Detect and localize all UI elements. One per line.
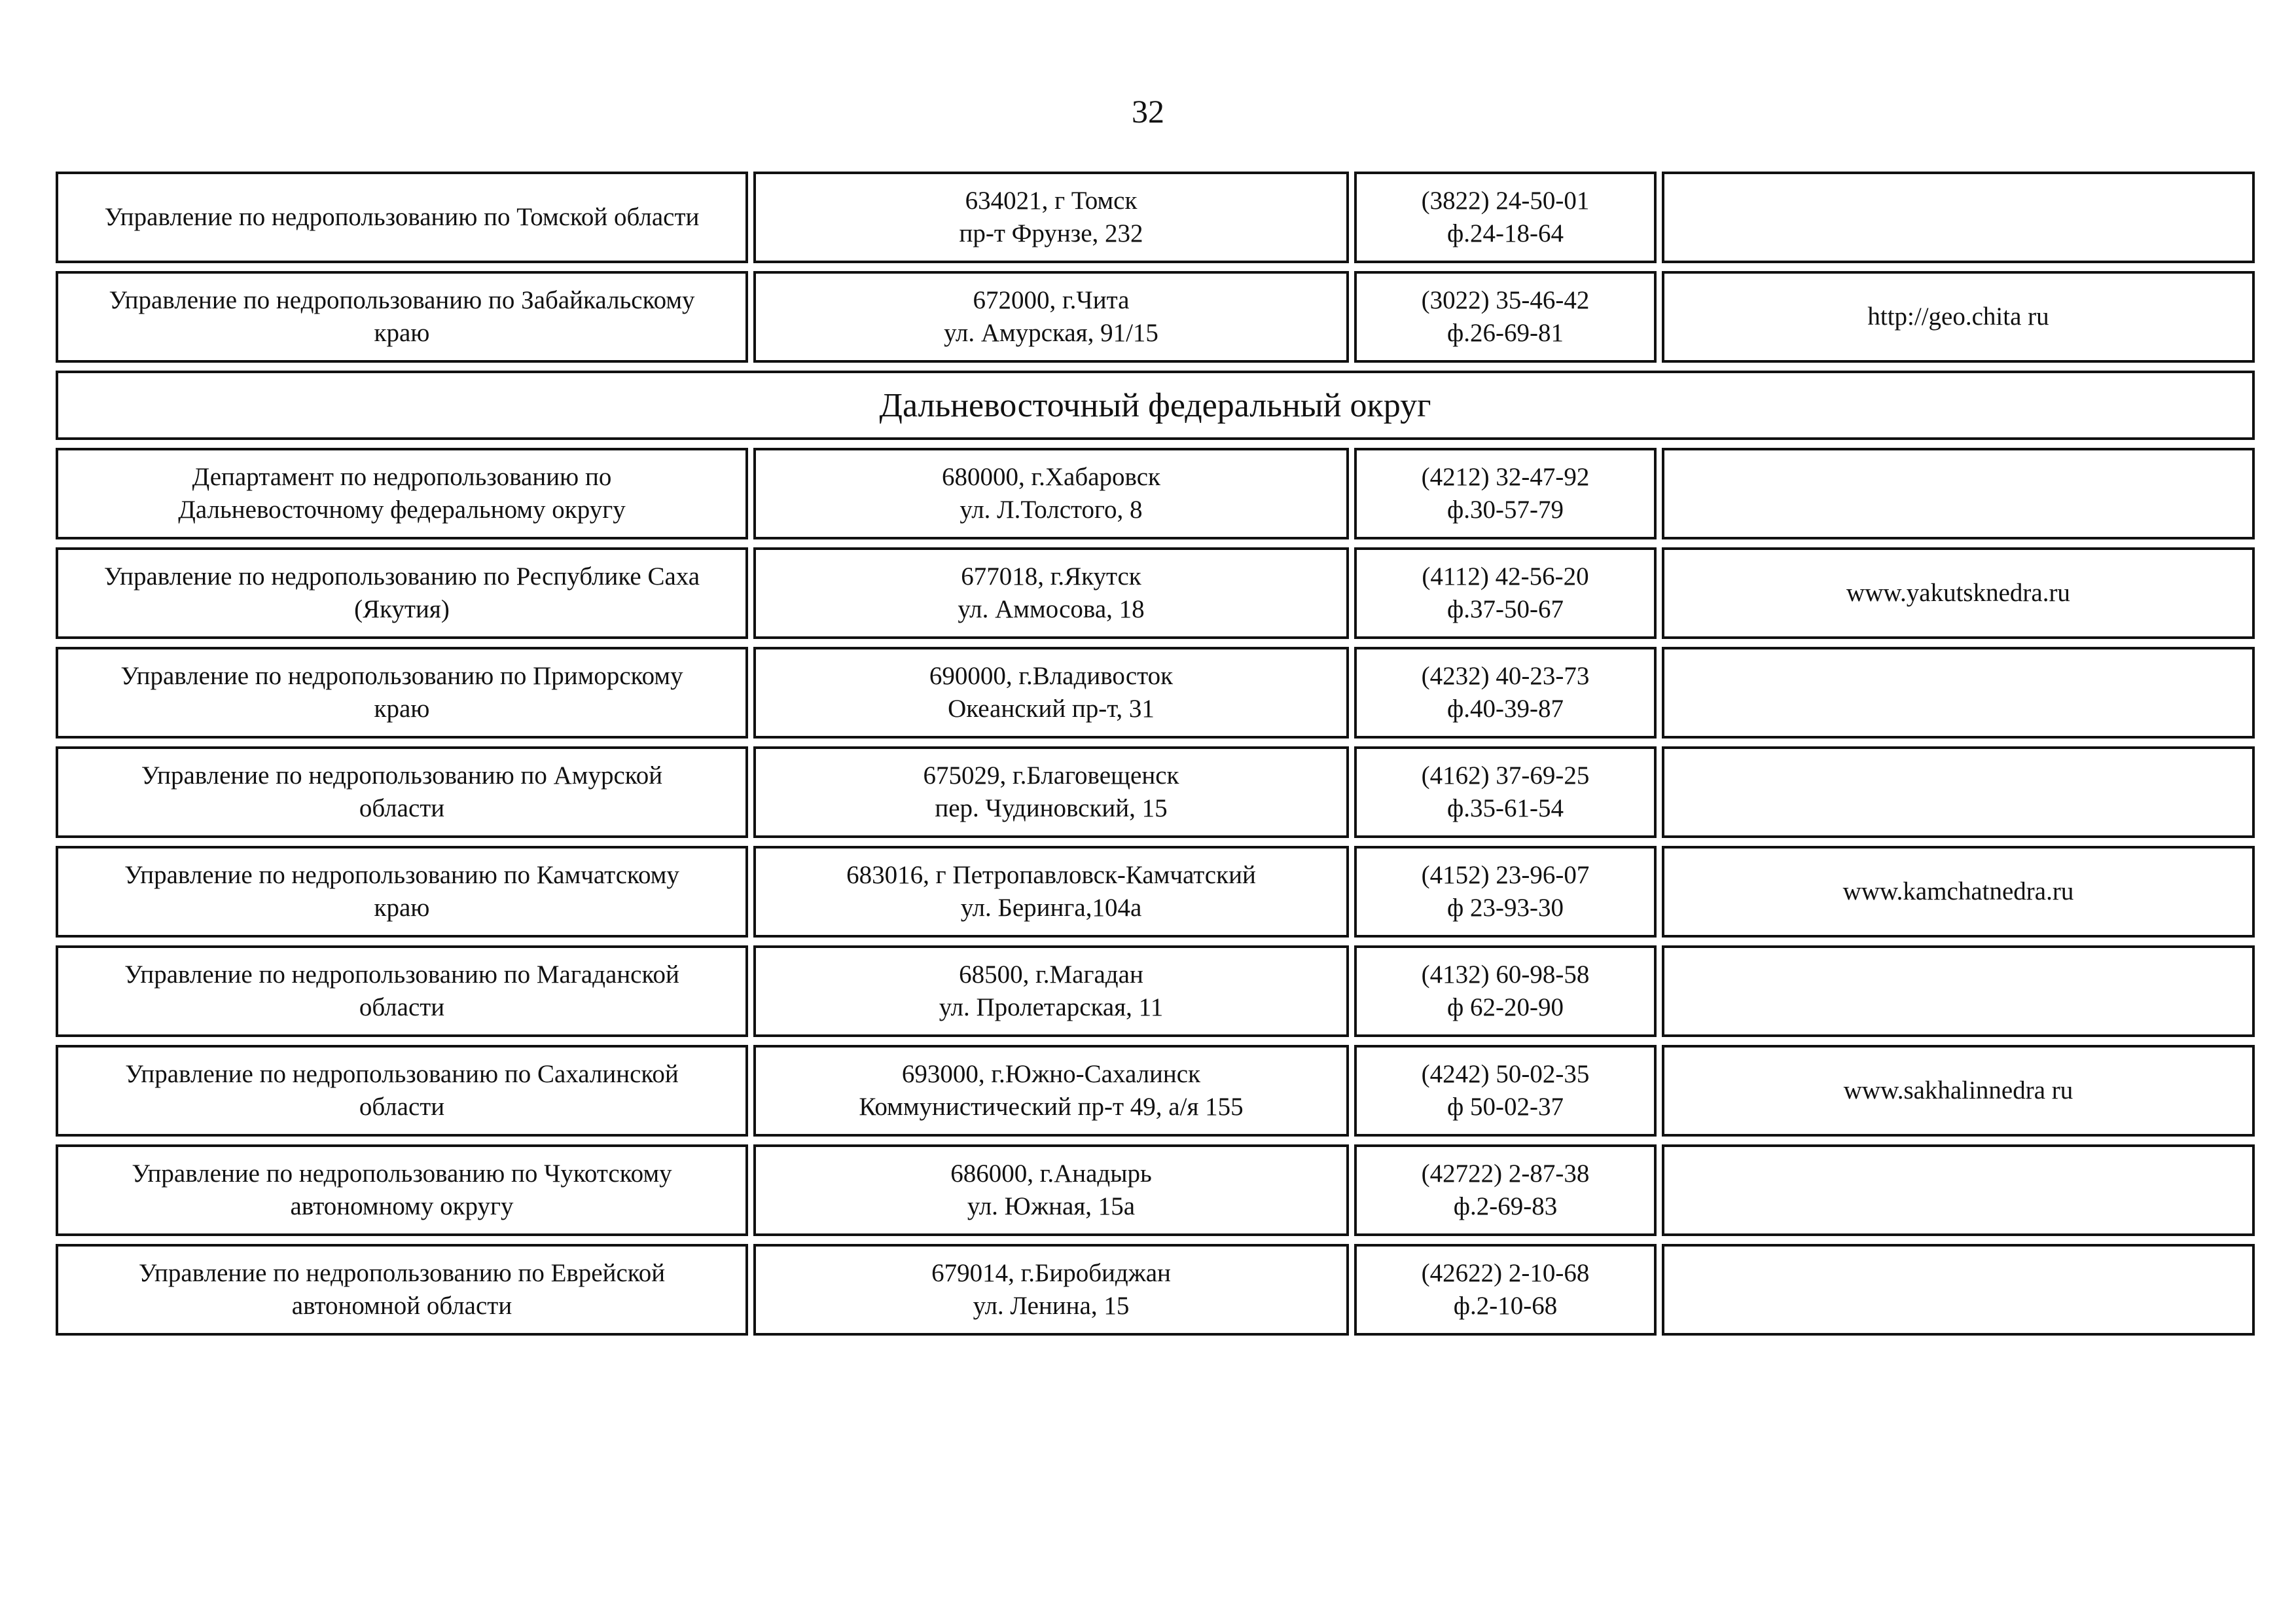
agency-name-cell: Управление по недропользованию по Магаданской области — [56, 945, 748, 1037]
phone-cell: (4162) 37-69-25 ф.35-61-54 — [1354, 746, 1657, 838]
website-cell — [1662, 945, 2255, 1037]
address-cell: 68500, г.Магадан ул. Пролетарская, 11 — [753, 945, 1349, 1037]
agency-name-cell: Управление по недропользованию по Приморскому краю — [56, 647, 748, 739]
table-row — [56, 647, 2255, 739]
phone-cell: (4132) 60-98-58 ф 62-20-90 — [1354, 945, 1657, 1037]
phone-cell: (4212) 32-47-92 ф.30-57-79 — [1354, 448, 1657, 539]
phone-cell: (3022) 35-46-42 ф.26-69-81 — [1354, 271, 1657, 363]
table-row — [56, 448, 2255, 539]
table-row — [56, 547, 2255, 639]
address-cell: 686000, г.Анадырь ул. Южная, 15а — [753, 1144, 1349, 1236]
phone-cell: (4152) 23-96-07 ф 23-93-30 — [1354, 846, 1657, 938]
table-row — [56, 945, 2255, 1037]
agency-name-cell: Управление по недропользованию по Сахалинской области — [56, 1045, 748, 1137]
agency-name-cell: Управление по недропользованию по Томской области — [56, 172, 748, 263]
table-row — [56, 172, 2255, 263]
website-cell — [1662, 1144, 2255, 1236]
address-cell: 675029, г.Благовещенск пер. Чудиновский, 15 — [753, 746, 1349, 838]
website-cell — [1662, 172, 2255, 263]
website-cell: www.sakhalinnedra ru — [1662, 1045, 2255, 1137]
address-cell: 693000, г.Южно-Сахалинск Коммунистический пр-т 49, а/я 155 — [753, 1045, 1349, 1137]
phone-cell: (4112) 42-56-20 ф.37-50-67 — [1354, 547, 1657, 639]
phone-cell: (42722) 2-87-38 ф.2-69-83 — [1354, 1144, 1657, 1236]
website-cell: www.yakutsknedra.ru — [1662, 547, 2255, 639]
agency-name-cell: Управление по недропользованию по Забайкальскому краю — [56, 271, 748, 363]
contacts-table — [56, 172, 2255, 1343]
agency-name-cell: Управление по недропользованию по Республике Саха (Якутия) — [56, 547, 748, 639]
agency-name-cell: Управление по недропользованию по Амурской области — [56, 746, 748, 838]
address-cell: 672000, г.Чита ул. Амурская, 91/15 — [753, 271, 1349, 363]
table-row — [56, 271, 2255, 363]
phone-cell: (4232) 40-23-73 ф.40-39-87 — [1354, 647, 1657, 739]
website-cell — [1662, 1244, 2255, 1336]
agency-name-cell: Управление по недропользованию по Еврейской автономной области — [56, 1244, 748, 1336]
website-cell — [1662, 647, 2255, 739]
website-cell: www.kamchatnedra.ru — [1662, 846, 2255, 938]
agency-name-cell: Управление по недропользованию по Камчатскому краю — [56, 846, 748, 938]
table-row — [56, 1244, 2255, 1336]
website-cell — [1662, 746, 2255, 838]
address-cell: 690000, г.Владивосток Океанский пр-т, 31 — [753, 647, 1349, 739]
address-cell: 634021, г Томск пр-т Фрунзе, 232 — [753, 172, 1349, 263]
table-row — [56, 1144, 2255, 1236]
phone-cell: (42622) 2-10-68 ф.2-10-68 — [1354, 1244, 1657, 1336]
table-row — [56, 1045, 2255, 1137]
address-cell: 679014, г.Биробиджан ул. Ленина, 15 — [753, 1244, 1349, 1336]
agency-name-cell: Департамент по недропользованию по Дальневосточному федеральному округу — [56, 448, 748, 539]
phone-cell: (3822) 24-50-01 ф.24-18-64 — [1354, 172, 1657, 263]
address-cell: 683016, г Петропавловск-Камчатский ул. Беринга,104а — [753, 846, 1349, 938]
address-cell: 677018, г.Якутск ул. Аммосова, 18 — [753, 547, 1349, 639]
region-heading: Дальневосточный федеральный округ — [56, 371, 2255, 440]
phone-cell: (4242) 50-02-35 ф 50-02-37 — [1354, 1045, 1657, 1137]
address-cell: 680000, г.Хабаровск ул. Л.Толстого, 8 — [753, 448, 1349, 539]
table-row — [56, 746, 2255, 838]
website-cell: http://geo.chita ru — [1662, 271, 2255, 363]
website-cell — [1662, 448, 2255, 539]
agency-name-cell: Управление по недропользованию по Чукотскому автономному округу — [56, 1144, 748, 1236]
table-row — [56, 846, 2255, 938]
page-number: 32 — [1132, 93, 1164, 130]
